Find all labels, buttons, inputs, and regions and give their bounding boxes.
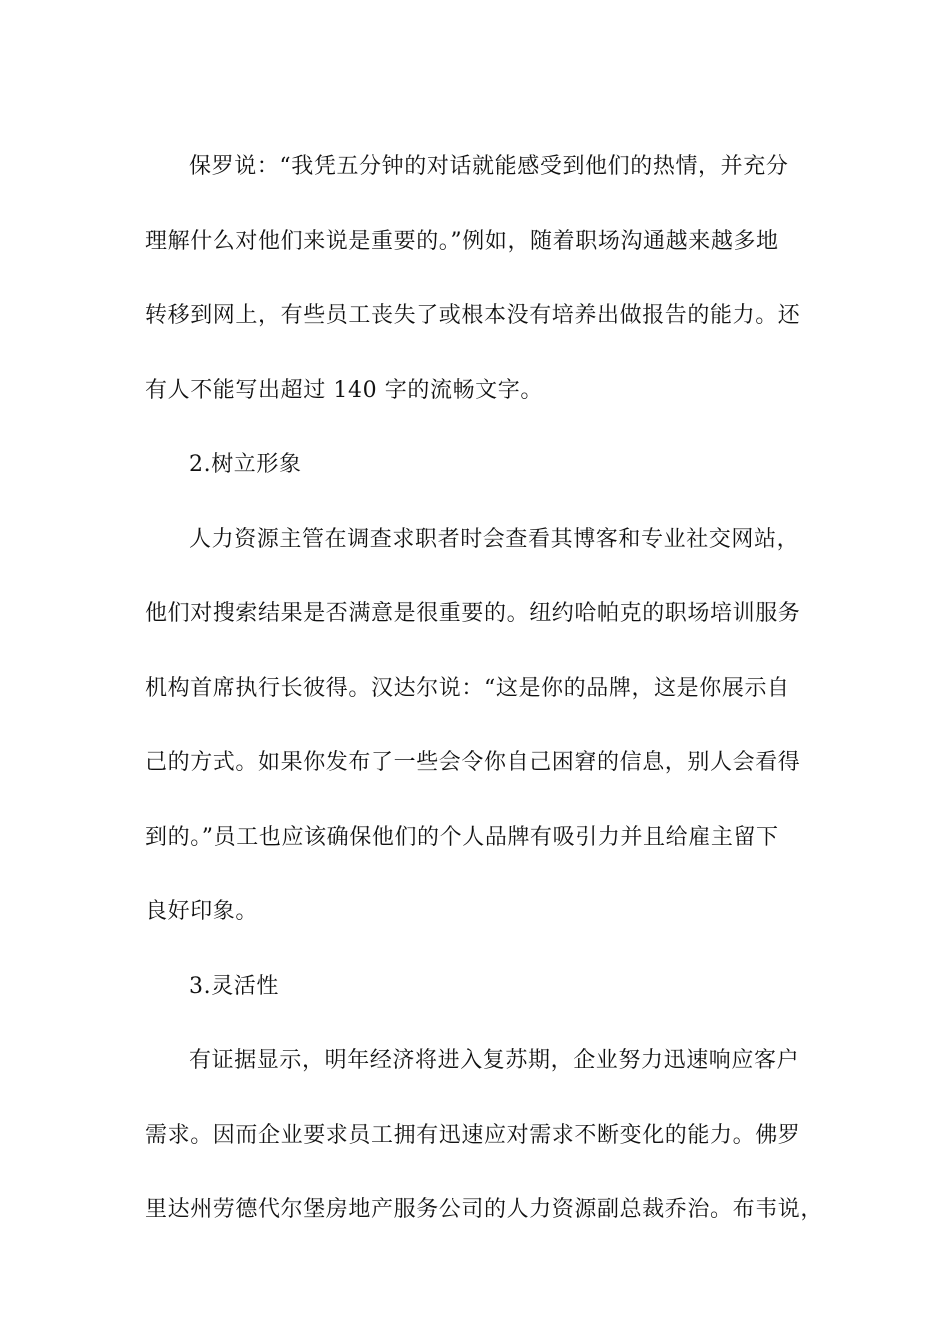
paragraph-line: 需求。因而企业要求员工拥有迅速应对需求不断变化的能力。佛罗	[145, 1122, 801, 1148]
paragraph-line: 良好印象。	[145, 899, 259, 924]
paragraph-line: 他们对搜索结果是否满意是很重要的。纽约哈帕克的职场培训服务	[145, 601, 801, 626]
section-heading: 2.树立形象	[189, 452, 302, 477]
paragraph-line: 己的方式。如果你发布了一些会令你自己困窘的信息，别人会看得	[145, 750, 801, 775]
document-body	[145, 130, 829, 1248]
paragraph-line: 理解什么对他们来说是重要的。”例如，随着职场沟通越来越多地	[145, 228, 779, 254]
paragraph-line: 到的。”员工也应该确保他们的个人品牌有吸引力并且给雇主留下	[145, 824, 779, 850]
paragraph-line: 有证据显示，明年经济将进入复苏期，企业努力迅速响应客户	[189, 1048, 800, 1073]
paragraph-line: 保罗说：“我凭五分钟的对话就能感受到他们的热情，并充分	[189, 154, 789, 179]
paragraph-line: 有人不能写出超过 140 字的流畅文字。	[145, 377, 543, 403]
paragraph-line: 机构首席执行长彼得。汉达尔说：“这是你的品牌，这是你展示自	[145, 675, 790, 701]
paragraph-line: 里达州劳德代尔堡房地产服务公司的人力资源副总裁乔治。布韦说，	[145, 1197, 824, 1222]
paragraph-line: 人力资源主管在调查求职者时会查看其博客和专业社交网站，	[189, 526, 800, 552]
paragraph-line: 转移到网上，有些员工丧失了或根本没有培养出做报告的能力。还	[145, 303, 801, 328]
section-heading: 3.灵活性	[189, 973, 279, 999]
